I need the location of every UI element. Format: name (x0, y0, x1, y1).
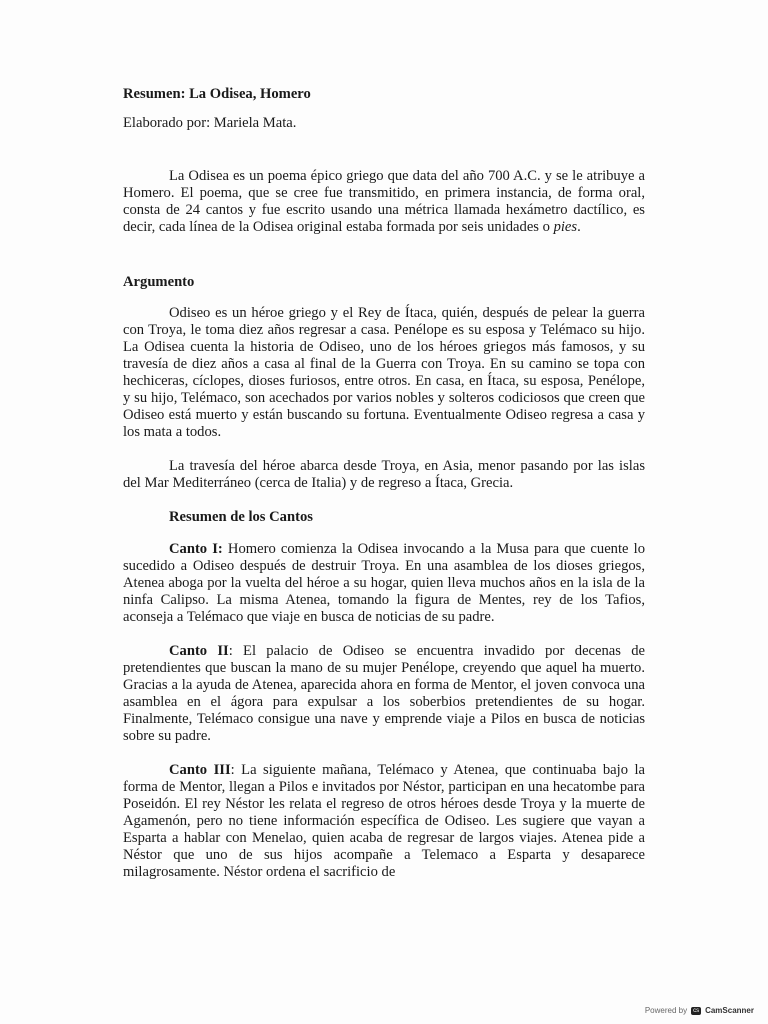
argumento-paragraph-1: Odiseo es un héroe griego y el Rey de Ítaca, quién, después de pelear la guerra con Troya, le toma diez años regresar a casa. Penélope es su esposa y Telémaco su hijo. La Odisea cuenta la historia de Odiseo, uno de los héroes griegos más famosos, y su travesía de diez años a casa al final de la Guerra con Troya. En su camino se topa con hechiceras, cíclopes, dioses furiosos, entre otros. En casa, en Ítaca, su esposa, Penélope, y su hijo, Telémaco, son acechados por varios nobles y solteros codiciosos que creen que Odiseo está muerto y están buscando su fortuna. Eventualmente Odiseo regresa a casa y los mata a todos. (123, 305, 645, 440)
intro-text-end: . (577, 219, 581, 235)
canto-3-label: Canto III (169, 762, 231, 778)
argumento-paragraph-2: La travesía del héroe abarca desde Troya, en Asia, menor pasando por las islas del Mar Mediterráneo (cerca de Italia) y de regreso a Ítaca, Grecia. (123, 458, 645, 491)
camscanner-brand: CamScanner (705, 1006, 754, 1015)
canto-1-paragraph (123, 541, 645, 626)
canto-2-paragraph (123, 643, 645, 745)
intro-italic-word: pies (553, 219, 578, 235)
canto-3-text: : La siguiente mañana, Telémaco y Atenea, que continuaba bajo la forma de Mentor, llegan a Pilos e invitados por Néstor, participan en una hecatombe para Poseidón. El rey Néstor les relata el regreso de otros héroes desde Troya y la muerte de Agamenón, pero no tiene información específica de Odiseo. Les sugiere que vayan a Esparta a hablar con Menelao, quien acaba de regresar de largos viajes. Atenea pide a Néstor que uno de sus hijos acompañe a Telemaco a Esparta y desaparece milagrosamente. Néstor ordena el sacrificio de (123, 762, 645, 880)
argumento-heading: Argumento (123, 274, 195, 290)
camscanner-watermark (645, 1006, 754, 1015)
document-author: Elaborado por: Mariela Mata. (123, 115, 297, 131)
canto-1-label: Canto I: (169, 541, 223, 557)
camscanner-logo-icon: cs (693, 1007, 700, 1014)
canto-2-text: : El palacio de Odiseo se encuentra invadido por decenas de pretendientes que buscan la mano de su mujer Penélope, creyendo que aquel ha muerto. Gracias a la ayuda de Atenea, aparecida ahora en forma de Mentor, el joven convoca una asamblea en el ágora para expulsar a los soberbios pretendientes de su hogar. Finalmente, Telémaco consigue una nave y emprende viaje a Pilos en busca de noticias sobre su padre. (123, 643, 645, 744)
intro-paragraph (123, 168, 645, 236)
canto-1-text: Homero comienza la Odisea invocando a la Musa para que cuente lo sucedido a Odiseo después de destruir Troya. En una asamblea de los dioses griegos, Atenea aboga por la vuelta del héroe a su hogar, quien lleva muchos años en la isla de la ninfa Calipso. La misma Atenea, tomando la figura de Mentes, rey de los Tafios, aconseja a Telémaco que viaje en busca de noticias de su padre. (123, 541, 645, 625)
canto-3-paragraph (123, 762, 645, 881)
canto-2-label: Canto II (169, 643, 229, 659)
document-title: Resumen: La Odisea, Homero (123, 86, 311, 102)
intro-text: La Odisea es un poema épico griego que data del año 700 A.C. y se le atribuye a Homero. El poema, que se cree fue transmitido, en primera instancia, de forma oral, consta de 24 cantos y fue escrito usando una métrica llamada hexámetro dactílico, es decir, cada línea de la Odisea original estaba formada por seis unidades o (123, 168, 645, 235)
cantos-heading: Resumen de los Cantos (169, 509, 313, 525)
powered-by-label: Powered by (644, 1006, 688, 1015)
document-page (123, 86, 645, 881)
